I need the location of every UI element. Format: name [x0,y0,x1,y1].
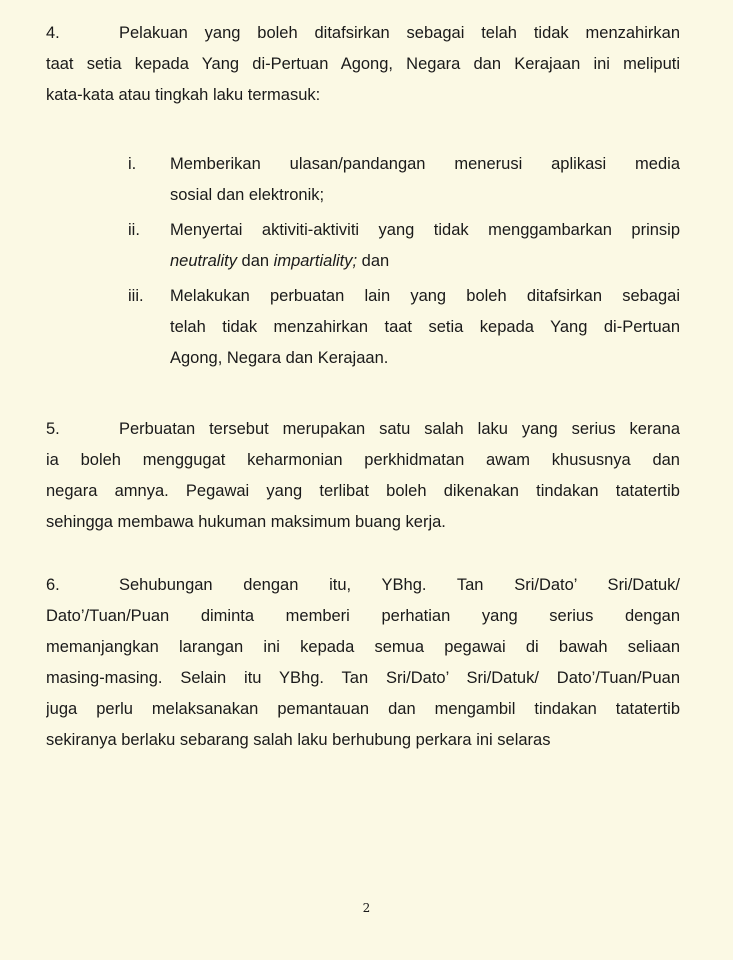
paragraph-6-line-5: juga perlu melaksanakan pemantauan dan mengambil tindakan tatatertib [46,700,680,718]
paragraph-4-list [46,149,680,374]
paragraph-6-line-4: masing-masing. Selain itu YBhg. Tan Sri/Dato’ Sri/Datuk/ Dato’/Tuan/Puan [46,669,680,687]
list-item-ii-marker: ii. [128,221,140,239]
paragraph-4 [46,18,680,111]
paragraph-6 [46,570,680,756]
paragraph-6-line-1-text: Sehubungan dengan itu, YBhg. Tan Sri/Dato’ Sri/Datuk/ [119,576,680,594]
paragraph-5-line-1 [46,414,680,445]
connector-dan-end: dan [357,252,390,270]
paragraph-4-line-2: taat setia kepada Yang di-Pertuan Agong, Negara dan Kerajaan ini meliputi [46,55,680,73]
paragraph-5-line-2: ia boleh menggugat keharmonian perkhidmatan awam khususnya dan [46,451,680,469]
paragraph-4-number: 4. [46,24,60,42]
list-item-ii [46,215,680,277]
paragraph-5-line-4: sehingga membawa hukuman maksimum buang kerja. [46,513,446,531]
list-item-i [46,149,680,211]
connector-dan: dan [236,252,274,270]
list-item-iii-line-3: Agong, Negara dan Kerajaan. [170,349,389,367]
list-item-i-line-1: Memberikan ulasan/pandangan menerusi aplikasi media [170,155,680,173]
paragraph-4-line-1 [46,18,680,49]
term-impartiality: impartiality; [273,252,358,270]
paragraph-5-line-3: negara amnya. Pegawai yang terlibat boleh dikenakan tindakan tatatertib [46,482,680,500]
paragraph-4-line-3: kata-kata atau tingkah laku termasuk: [46,86,321,104]
list-item-i-line-2: sosial dan elektronik; [170,186,325,204]
paragraph-5 [46,414,680,538]
paragraph-6-number: 6. [46,576,60,594]
page-number: 2 [362,901,371,915]
list-item-iii-marker: iii. [128,287,144,305]
list-item-ii-line-2 [170,246,680,277]
paragraph-6-line-2: Dato’/Tuan/Puan diminta memberi perhatian yang serius dengan [46,607,680,625]
paragraph-6-line-6: sekiranya berlaku sebarang salah laku berhubung perkara ini selaras [46,731,551,749]
list-item-i-marker: i. [128,155,137,173]
paragraph-6-line-3: memanjangkan larangan ini kepada semua pegawai di bawah seliaan [46,638,680,656]
paragraph-6-line-1 [46,570,680,601]
paragraph-4-line-1-text: Pelakuan yang boleh ditafsirkan sebagai telah tidak menzahirkan [119,24,680,42]
paragraph-5-line-1-text: Perbuatan tersebut merupakan satu salah laku yang serius kerana [119,420,680,438]
paragraph-5-number: 5. [46,420,60,438]
list-item-ii-line-1: Menyertai aktiviti-aktiviti yang tidak menggambarkan prinsip [170,221,680,239]
list-item-iii-line-1: Melakukan perbuatan lain yang boleh ditafsirkan sebagai [170,287,680,305]
term-neutrality: neutrality [170,252,237,270]
list-item-iii-line-2: telah tidak menzahirkan taat setia kepada Yang di-Pertuan [170,318,680,336]
list-item-iii [46,281,680,374]
